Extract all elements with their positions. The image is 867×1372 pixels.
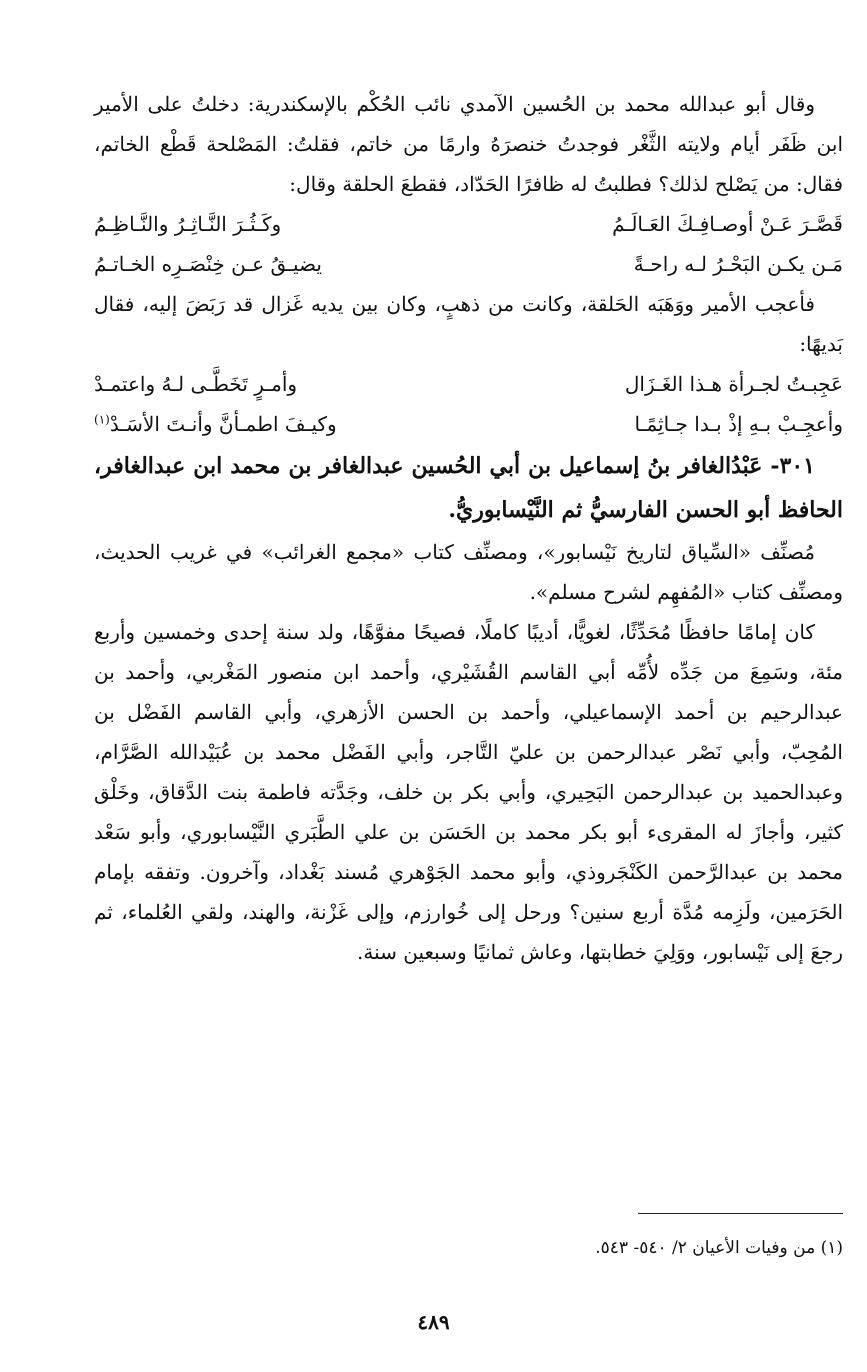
paragraph-biography: كان إمامًا حافظًا مُحَدِّثًا، لغويًّا، أديبًا كاملًا، فصيحًا مفوَّهًا، ولد سنة إحدى وخمسين وأربع مئة، وسَمِعَ من جَدِّه لأُمِّه أبي القاسم القُشَيْري، وأحمد ابن منصور المَغْربي، وأحمد بن عبدالرحيم بن أحمد الإسماعيلي، وأحمد بن الحسن الأزهري، وأبي القاسم الفَضْل بن المُحِبّ، وأبي نَصْر عبدالرحمن بن عليّ التَّاجر، وأبي الفَضْل محمد بن عُبَيْدالله الصَّرَّام، وعبدالحميد بن عبدالرحمن البَحِيري، وأبي بكر بن خلف، وجَدَّته فاطمة بنت الدَّقاق، وخَلْق كثير، وأجازَ له المقرىء أبو بكر محمد بن الحَسَن بن علي الطَّبَري النَّيْسابوري، وأبو سَعْد محمد بن عبدالرَّحمن الكَنْجَروذي، وأبو محمد الجَوْهري مُسند بَغْداد، وآخرون. وتفقه بإمام الحَرَمين، ولَزِمه مُدَّة أربع سنين؟ ورحل إلى خُوارزم، وإلى غَزْنة، والهند، ولقي العُلماء، ثم رجعَ إلى نَيْسابور، ووَلِيَ خطابتها، وعاش ثمانيًا وسبعين سنة.	[94, 620, 843, 964]
verse-line	[94, 364, 843, 404]
verse-first-hemistich: مَـن يكـن البَحْـرُ لـه راحـةً	[633, 252, 843, 276]
verse-second-hemistich: وكَـثُـرَ النَّـاثِـرُ والنَّـاظِـمُ	[94, 212, 282, 236]
poem-ring	[94, 204, 843, 284]
footnote	[595, 1236, 843, 1260]
verse-first-hemistich: عَجِبـتُ لجـرأة هـذا الغَـزَال	[624, 372, 843, 396]
paragraph-intro: وقال أبو عبدالله محمد بن الحُسين الآمدي نائب الحُكْم بالإسكندرية: دخلتُ على الأمير ابن ظَفَر أيام ولايته الثَّغْر فوجدتُ خنصرَهُ وارمًا من خاتم، فقلتُ: المَصْلحة قَطْع الخاتم، فقال: من يَصْلح لذلك؟ فطلبتُ له ظافرًا الحَدّاد، فقطعَ الحلقة وقال:	[94, 92, 844, 196]
page-number: ٤٨٩	[417, 1310, 450, 1334]
poem-gazelle	[94, 364, 843, 444]
verse-second-hemistich: وأمـرٍ تَخَطَّـى لـهُ واعتمـدْ	[94, 372, 298, 396]
footnote-marker: (١)	[94, 412, 110, 427]
verse-line	[94, 244, 843, 284]
verse-line	[94, 204, 843, 244]
verse-first-hemistich: قَصَّـرَ عَـنْ أوصـافِـكَ العَـالَـمُ	[612, 212, 843, 236]
verse-second-hemistich	[94, 404, 337, 444]
footnote-text: من وفيات الأعيان ٢/ ٥٤٠- ٥٤٣.	[595, 1238, 816, 1258]
footnote-number: (١)	[820, 1238, 843, 1258]
footnote-divider	[638, 1213, 843, 1214]
paragraph-gazelle: فأعجب الأمير ووَهَبَه الحَلقة، وكانت من ذهبٍ، وكان بين يديه غَزال قد رَبَضَ إليه، فقال بَديهًا:	[94, 292, 843, 356]
entry-heading: ٣٠١- عَبْدُالغافر بنُ إسماعيل بن أبي الحُسين عبدالغافر بن محمد ابن عبدالغافر، الحافظ أبو الحسن الفارسيُّ ثم النَّيْسابوريُّ.	[94, 453, 843, 523]
page-body	[94, 84, 843, 972]
verse-second-hemistich: يضيـقُ عـن خِنْصَـرِه الخـاتـمُ	[94, 252, 322, 276]
verse-line	[94, 404, 843, 444]
paragraph-works: مُصنِّف «السِّياق لتاريخ نَيْسابور»، ومصنِّف كتاب «مجمع الغرائب» في غريب الحديث، ومصنِّف كتاب «المُفهِم لشرح مسلم».	[94, 540, 843, 604]
verse-text: وكيـفَ اطمـأنَّ وأنـتَ الأسَـدْ	[109, 412, 337, 436]
verse-first-hemistich: وأعجِـبْ بـهِ إذْ بـدا جـاثِمًـا	[634, 412, 843, 436]
